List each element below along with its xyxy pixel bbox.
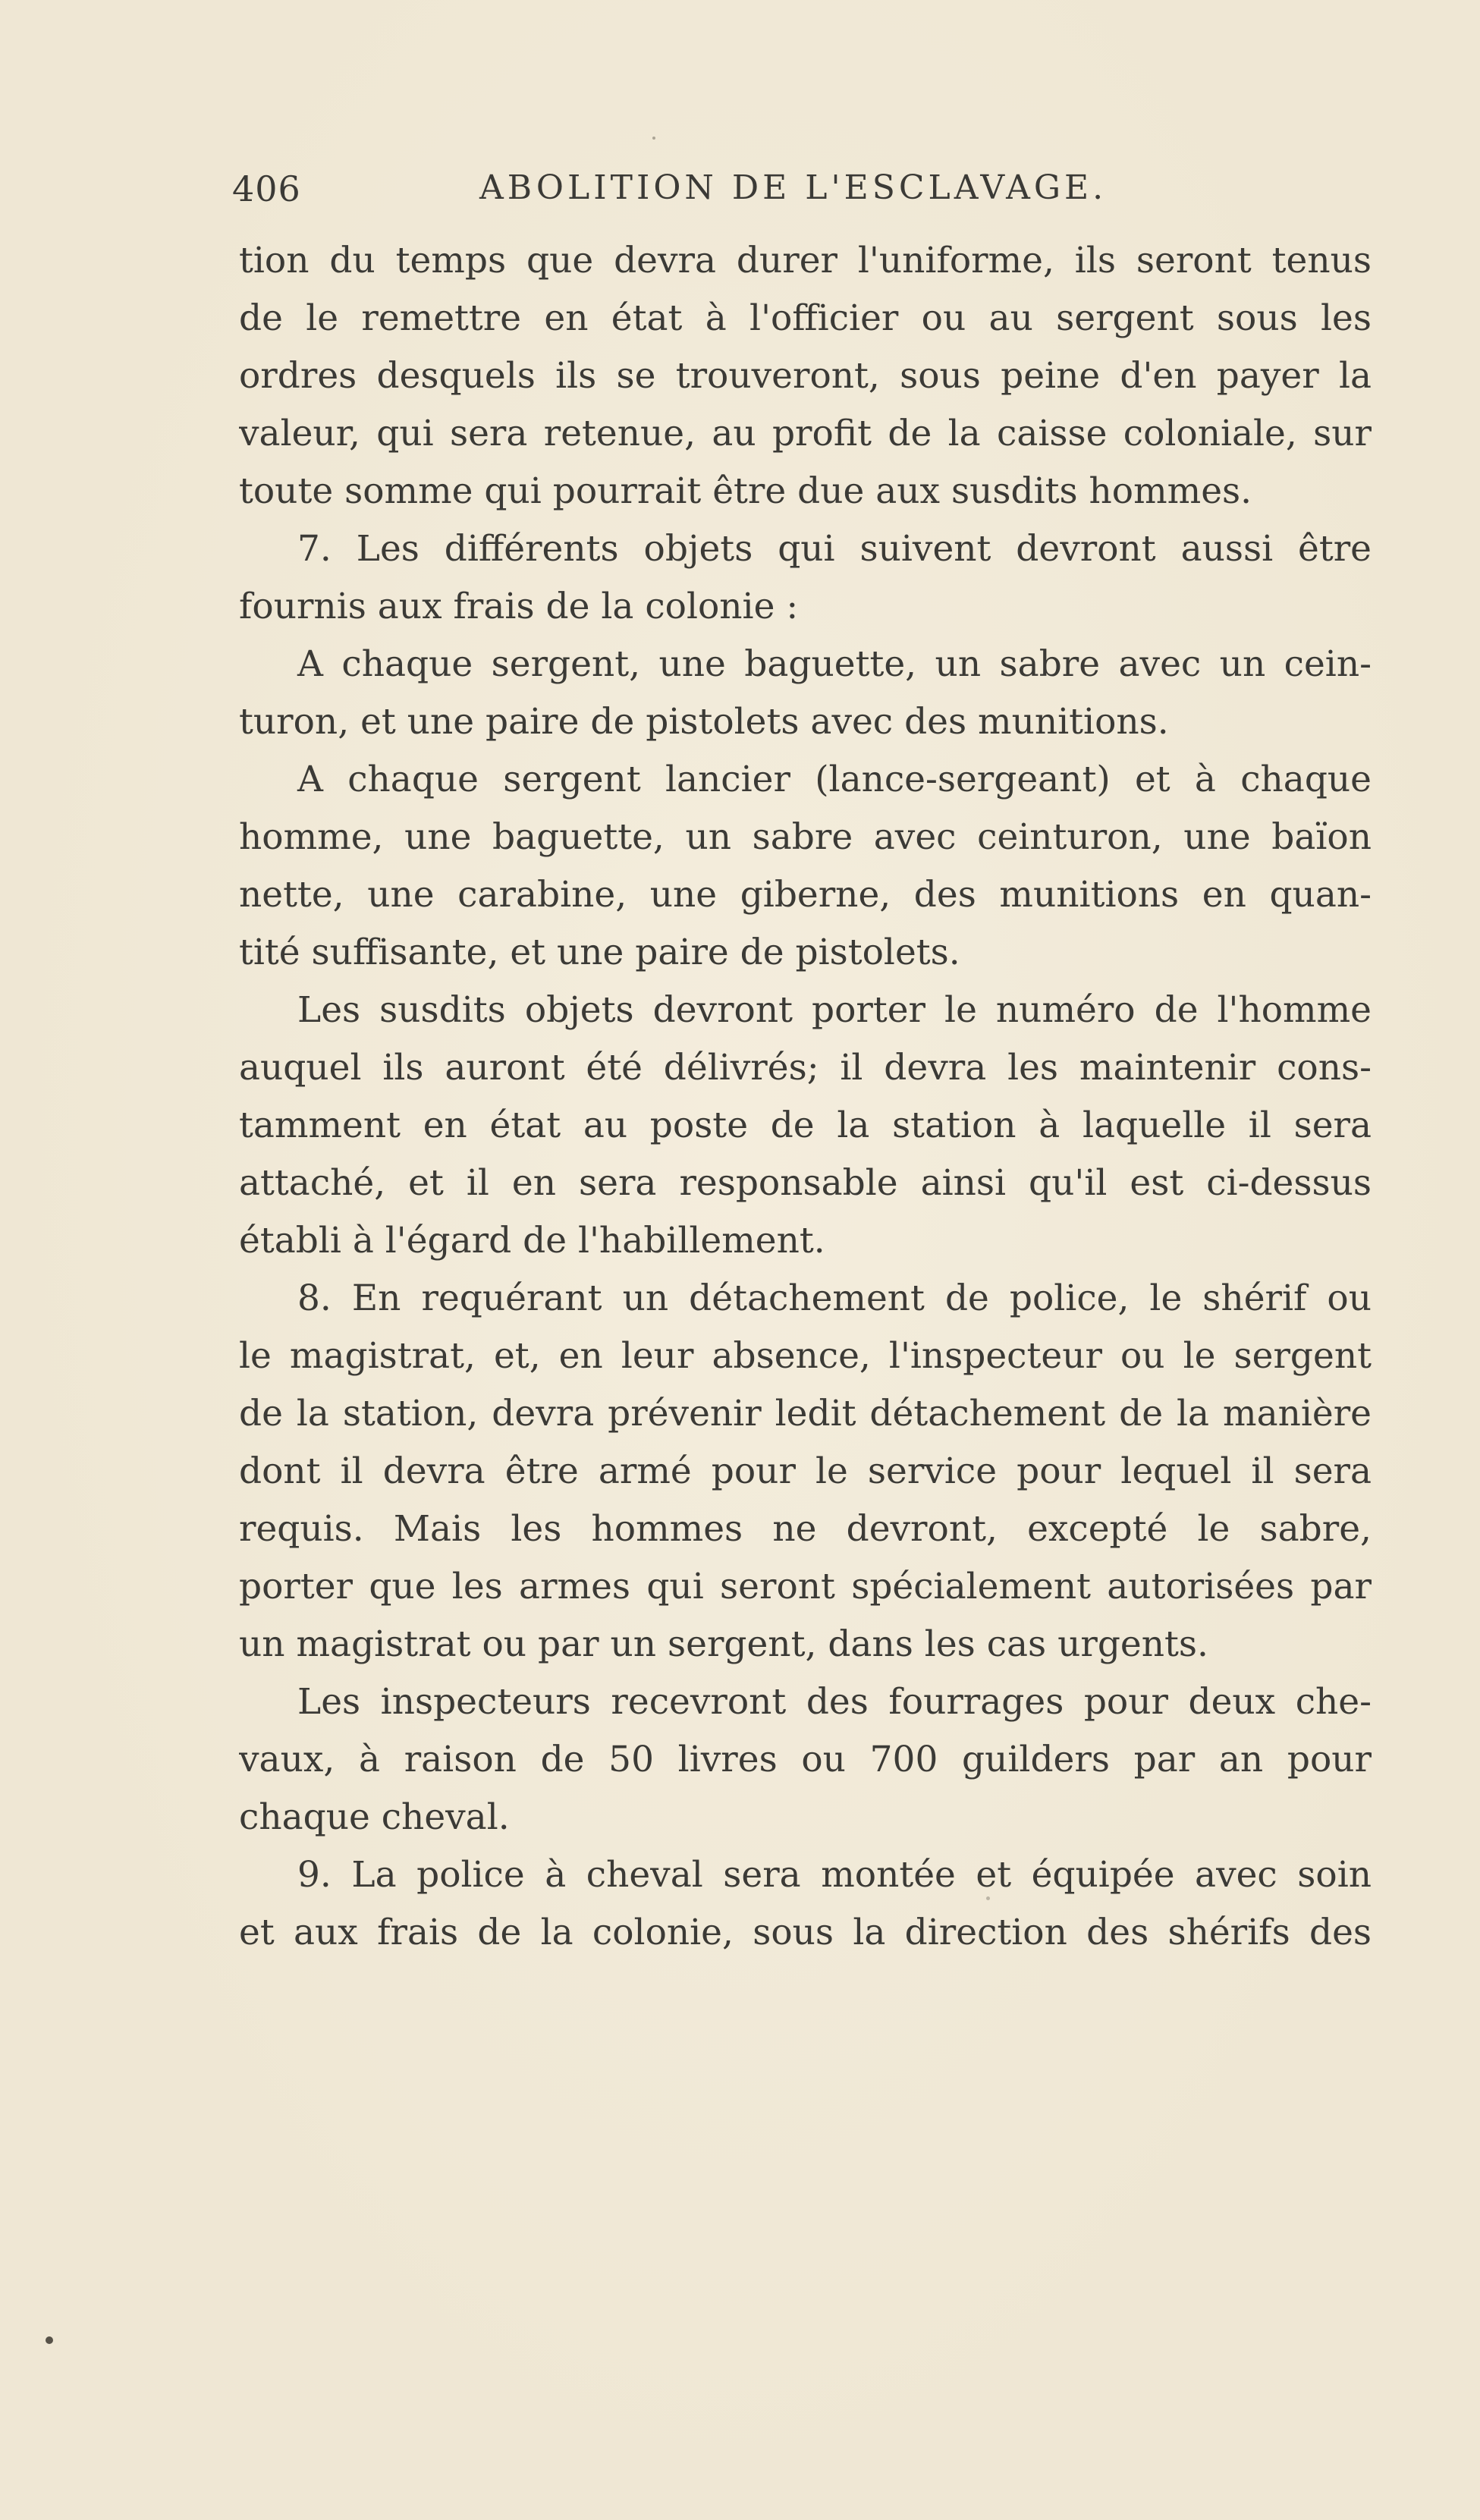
text-line: vaux, à raison de 50 livres ou 700 guilders par an pour	[239, 1739, 1372, 1780]
paper-speck	[652, 137, 655, 140]
text-line: porter que les armes qui seront spécialement autorisées par	[239, 1566, 1372, 1607]
text-line: attaché, et il en sera responsable ainsi qu'il est ci-dessus	[239, 1162, 1372, 1204]
text-line: de la station, devra prévenir ledit détachement de la manière	[239, 1393, 1372, 1434]
page-number: 406	[232, 168, 301, 209]
text-line: toute somme qui pourrait être due aux susdits hommes.	[239, 470, 1252, 512]
text-line: auquel ils auront été délivrés; il devra les maintenir cons-	[239, 1047, 1372, 1089]
text-line: 9. La police à cheval sera montée et équipée avec soin	[297, 1854, 1372, 1896]
text-line: 7. Les différents objets qui suivent devront aussi être	[297, 528, 1372, 570]
text-line: établi à l'égard de l'habillement.	[239, 1220, 825, 1262]
text-line: 8. En requérant un détachement de police, le shérif ou	[297, 1277, 1372, 1319]
text-line: un magistrat ou par un sergent, dans les cas urgents.	[239, 1623, 1208, 1665]
text-line: tité suffisante, et une paire de pistolets.	[239, 932, 960, 973]
text-line: turon, et une paire de pistolets avec des munitions.	[239, 701, 1169, 743]
text-line: de le remettre en état à l'officier ou au sergent sous les	[239, 297, 1372, 339]
text-line: A chaque sergent, une baguette, un sabre avec un cein-	[297, 643, 1372, 685]
text-line: Les susdits objets devront porter le numéro de l'homme	[297, 989, 1372, 1031]
running-head: ABOLITION DE L'ESCLAVAGE.	[479, 168, 1108, 207]
text-line: A chaque sergent lancier (lance-sergeant) et à chaque	[297, 759, 1372, 800]
text-line: nette, une carabine, une giberne, des munitions en quan-	[239, 874, 1372, 916]
paper-speck	[986, 1896, 990, 1900]
text-line: tion du temps que devra durer l'uniforme, ils seront tenus	[239, 240, 1372, 281]
text-line: tamment en état au poste de la station à laquelle il sera	[239, 1104, 1372, 1146]
text-line: requis. Mais les hommes ne devront, excepté le sabre,	[239, 1508, 1372, 1550]
text-line: ordres desquels ils se trouveront, sous peine d'en payer la	[239, 355, 1372, 397]
paper-speck	[46, 2336, 53, 2344]
text-line: valeur, qui sera retenue, au profit de la caisse coloniale, sur	[239, 413, 1372, 454]
text-line: le magistrat, et, en leur absence, l'inspecteur ou le sergent	[239, 1335, 1372, 1377]
text-line: fournis aux frais de la colonie :	[239, 586, 799, 627]
text-line: Les inspecteurs recevront des fourrages pour deux che-	[297, 1681, 1372, 1723]
page-header	[232, 168, 1127, 222]
text-line: dont il devra être armé pour le service pour lequel il sera	[239, 1450, 1372, 1492]
text-line: homme, une baguette, un sabre avec ceinturon, une baïon	[239, 816, 1372, 858]
text-line: chaque cheval.	[239, 1796, 510, 1838]
text-line: et aux frais de la colonie, sous la direction des shérifs des	[239, 1912, 1372, 1953]
